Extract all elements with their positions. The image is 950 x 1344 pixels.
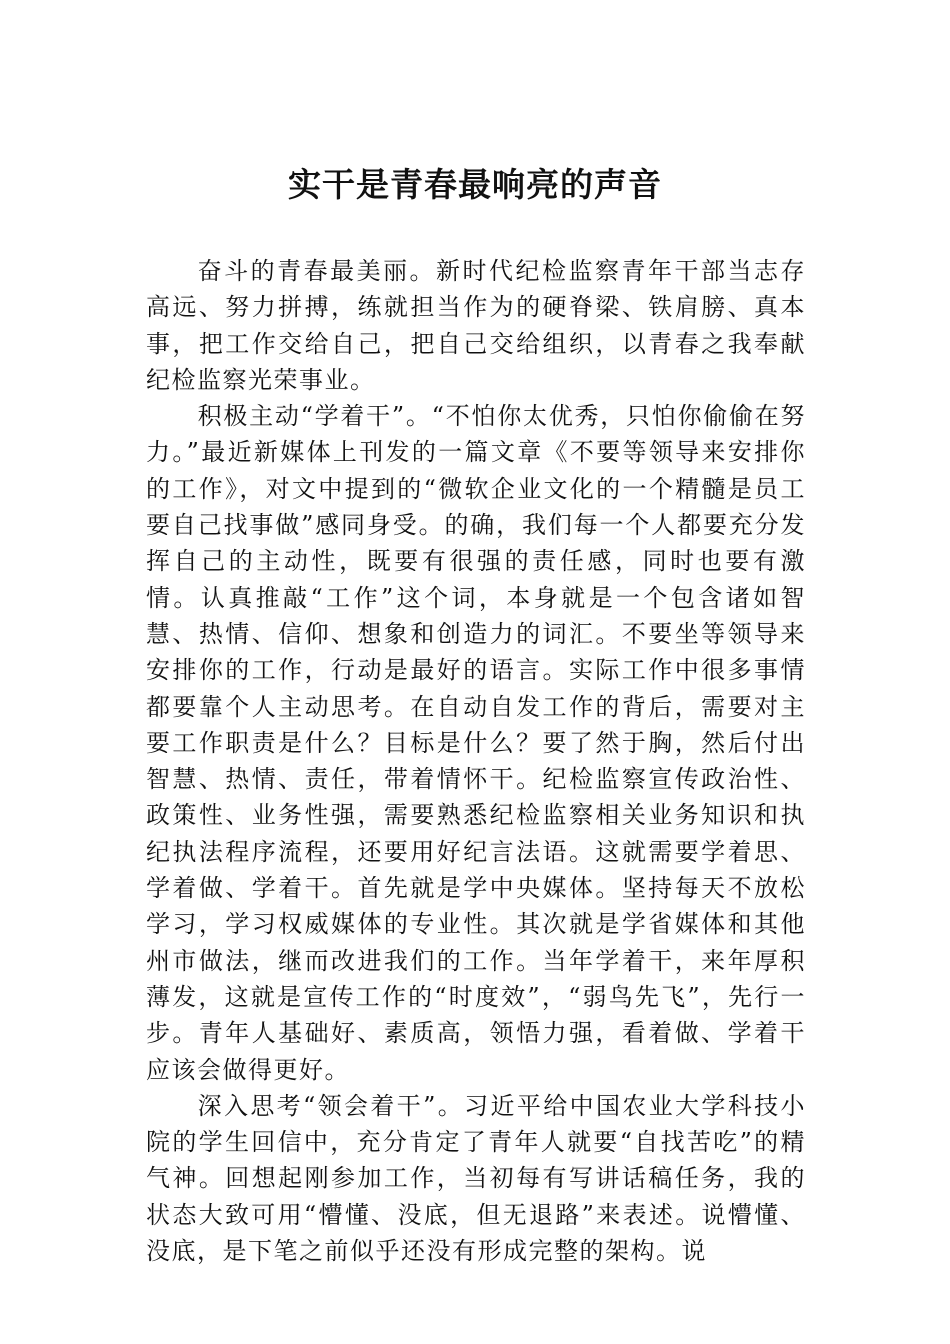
paragraph-intro: 奋斗的青春最美丽。新时代纪检监察青年干部当志存高远、努力拼搏，练就担当作为的硬脊梁、铁肩膀、真本事，把工作交给自己，把自己交给组织，以青春之我奉献纪检监察光荣事业。 <box>146 257 806 394</box>
document-body <box>146 253 806 1269</box>
document-title: 实干是青春最响亮的声音 <box>288 165 662 204</box>
paragraph-proactive: 积极主动“学着干”。“不怕你太优秀，只怕你偷偷在努力。”最近新媒体上刊发的一篇文章《不要等领导来安排你的工作》，对文中提到的“微软企业文化的一个精髓是员工要自己找事做”感同身受。的确，我们每一个人都要充分发挥自己的主动性，既要有很强的责任感，同时也要有激情。认真推敲“工作”这个词，本身就是一个包含诸如智慧、热情、信仰、想象和创造力的词汇。不要坐等领导来安排你的工作，行动是最好的语言。实际工作中很多事情都要靠个人主动思考。在自动自发工作的背后，需要对主要工作职责是什么？目标是什么？要了然于胸，然后付出智慧、热情、责任，带着情怀干。纪检监察宣传政治性、政策性、业务性强，需要熟悉纪检监察相关业务知识和执纪执法程序流程，还要用好纪言法语。这就需要学着思、学着做、学着干。首先就是学中央媒体。坚持每天不放松学习，学习权威媒体的专业性。其次就是学省媒体和其他州市做法，继而改进我们的工作。当年学着干，来年厚积薄发，这就是宣传工作的“时度效”，“弱鸟先飞”，先行一步。青年人基础好、素质高，领悟力强，看着做、学着干应该会做得更好。 <box>146 402 806 1084</box>
paragraph-reflection: 深入思考“领会着干”。习近平给中国农业大学科技小院的学生回信中，充分肯定了青年人就要“自找苦吃”的精气神。回想起刚参加工作，当初每有写讲话稿任务，我的状态大致可用“懵懂、没底，但无退路”来表述。说懵懂、没底，是下笔之前似乎还没有形成完整的架构。说 <box>146 1091 806 1266</box>
